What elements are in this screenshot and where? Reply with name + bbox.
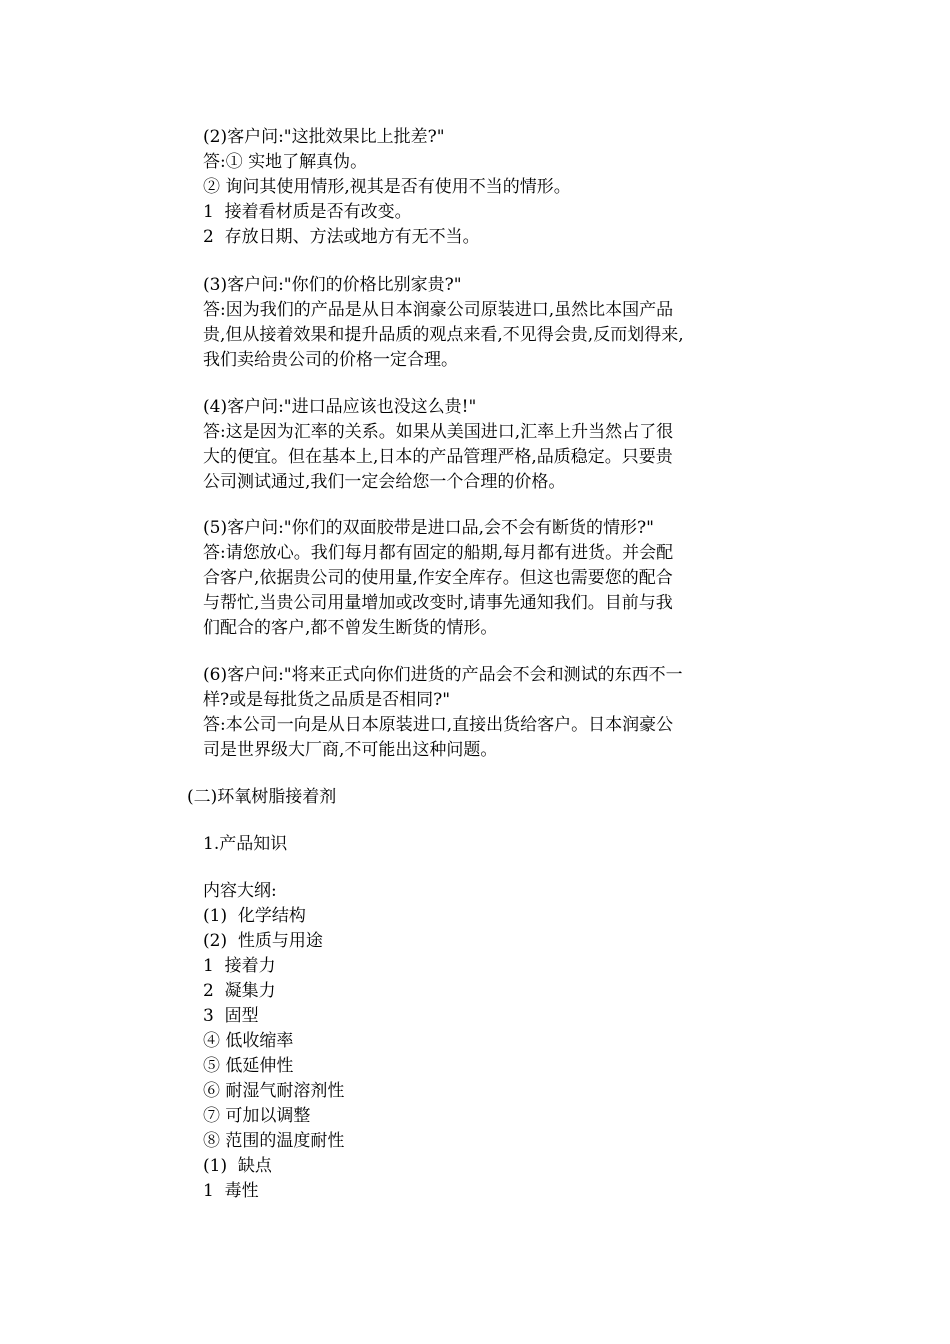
outline-item: 1 接着力 (203, 956, 276, 976)
question-line: (5)客户问:"你们的双面胶带是进口品,会不会有断货的情形?" (203, 518, 654, 538)
outline-item: (1) 化学结构 (203, 906, 306, 926)
outline-item: 1 毒性 (203, 1181, 259, 1201)
answer-line: 答:这是因为汇率的关系。如果从美国进口,汇率上升当然占了很 (203, 422, 674, 442)
answer-line: 与帮忙,当贵公司用量增加或改变时,请事先通知我们。目前与我 (203, 593, 673, 613)
section-heading: (二)环氧树脂接着剂 (187, 787, 337, 807)
answer-line: 们配合的客户,都不曾发生断货的情形。 (203, 618, 498, 638)
answer-line: 答:本公司一向是从日本原装进口,直接出货给客户。日本润豪公 (203, 715, 674, 735)
outline-item: (2) 性质与用途 (203, 931, 323, 951)
answer-line: 答:① 实地了解真伪。 (203, 152, 368, 172)
outline-item: ⑥ 耐湿气耐溶剂性 (203, 1081, 345, 1101)
outline-item: (1) 缺点 (203, 1156, 272, 1176)
outline-item: ⑧ 范围的温度耐性 (203, 1131, 345, 1151)
outline-title: 内容大纲: (203, 881, 277, 901)
outline-item: ⑦ 可加以调整 (203, 1106, 311, 1126)
answer-line: 答:请您放心。我们每月都有固定的船期,每月都有进货。并会配 (203, 543, 674, 563)
answer-line: 司是世界级大厂商,不可能出这种问题。 (203, 740, 498, 760)
question-line: 样?或是每批货之品质是否相同?" (203, 690, 451, 710)
answer-line: 我们卖给贵公司的价格一定合理。 (203, 350, 458, 370)
outline-item: 3 固型 (203, 1006, 259, 1026)
question-line: (3)客户问:"你们的价格比别家贵?" (203, 275, 462, 295)
question-line: (2)客户问:"这批效果比上批差?" (203, 127, 445, 147)
outline-item: 2 凝集力 (203, 981, 276, 1001)
answer-line: 大的便宜。但在基本上,日本的产品管理严格,品质稳定。只要贵 (203, 447, 673, 467)
answer-line: 公司测试通过,我们一定会给您一个合理的价格。 (203, 472, 566, 492)
answer-line: 答:因为我们的产品是从日本润豪公司原装进口,虽然比本国产品 (203, 300, 674, 320)
outline-item: ⑤ 低延伸性 (203, 1056, 294, 1076)
answer-line: 2 存放日期、方法或地方有无不当。 (203, 227, 480, 247)
answer-line: ② 询问其使用情形,视其是否有使用不当的情形。 (203, 177, 571, 197)
question-line: (6)客户问:"将来正式向你们进货的产品会不会和测试的东西不一 (203, 665, 683, 685)
question-line: (4)客户问:"进口品应该也没这么贵!" (203, 397, 477, 417)
answer-line: 合客户,依据贵公司的使用量,作安全库存。但这也需要您的配合 (203, 568, 673, 588)
subsection-heading: 1.产品知识 (203, 834, 288, 854)
answer-line: 贵,但从接着效果和提升品质的观点来看,不见得会贵,反而划得来, (203, 325, 684, 345)
outline-item: ④ 低收缩率 (203, 1031, 294, 1051)
answer-line: 1 接着看材质是否有改变。 (203, 202, 412, 222)
